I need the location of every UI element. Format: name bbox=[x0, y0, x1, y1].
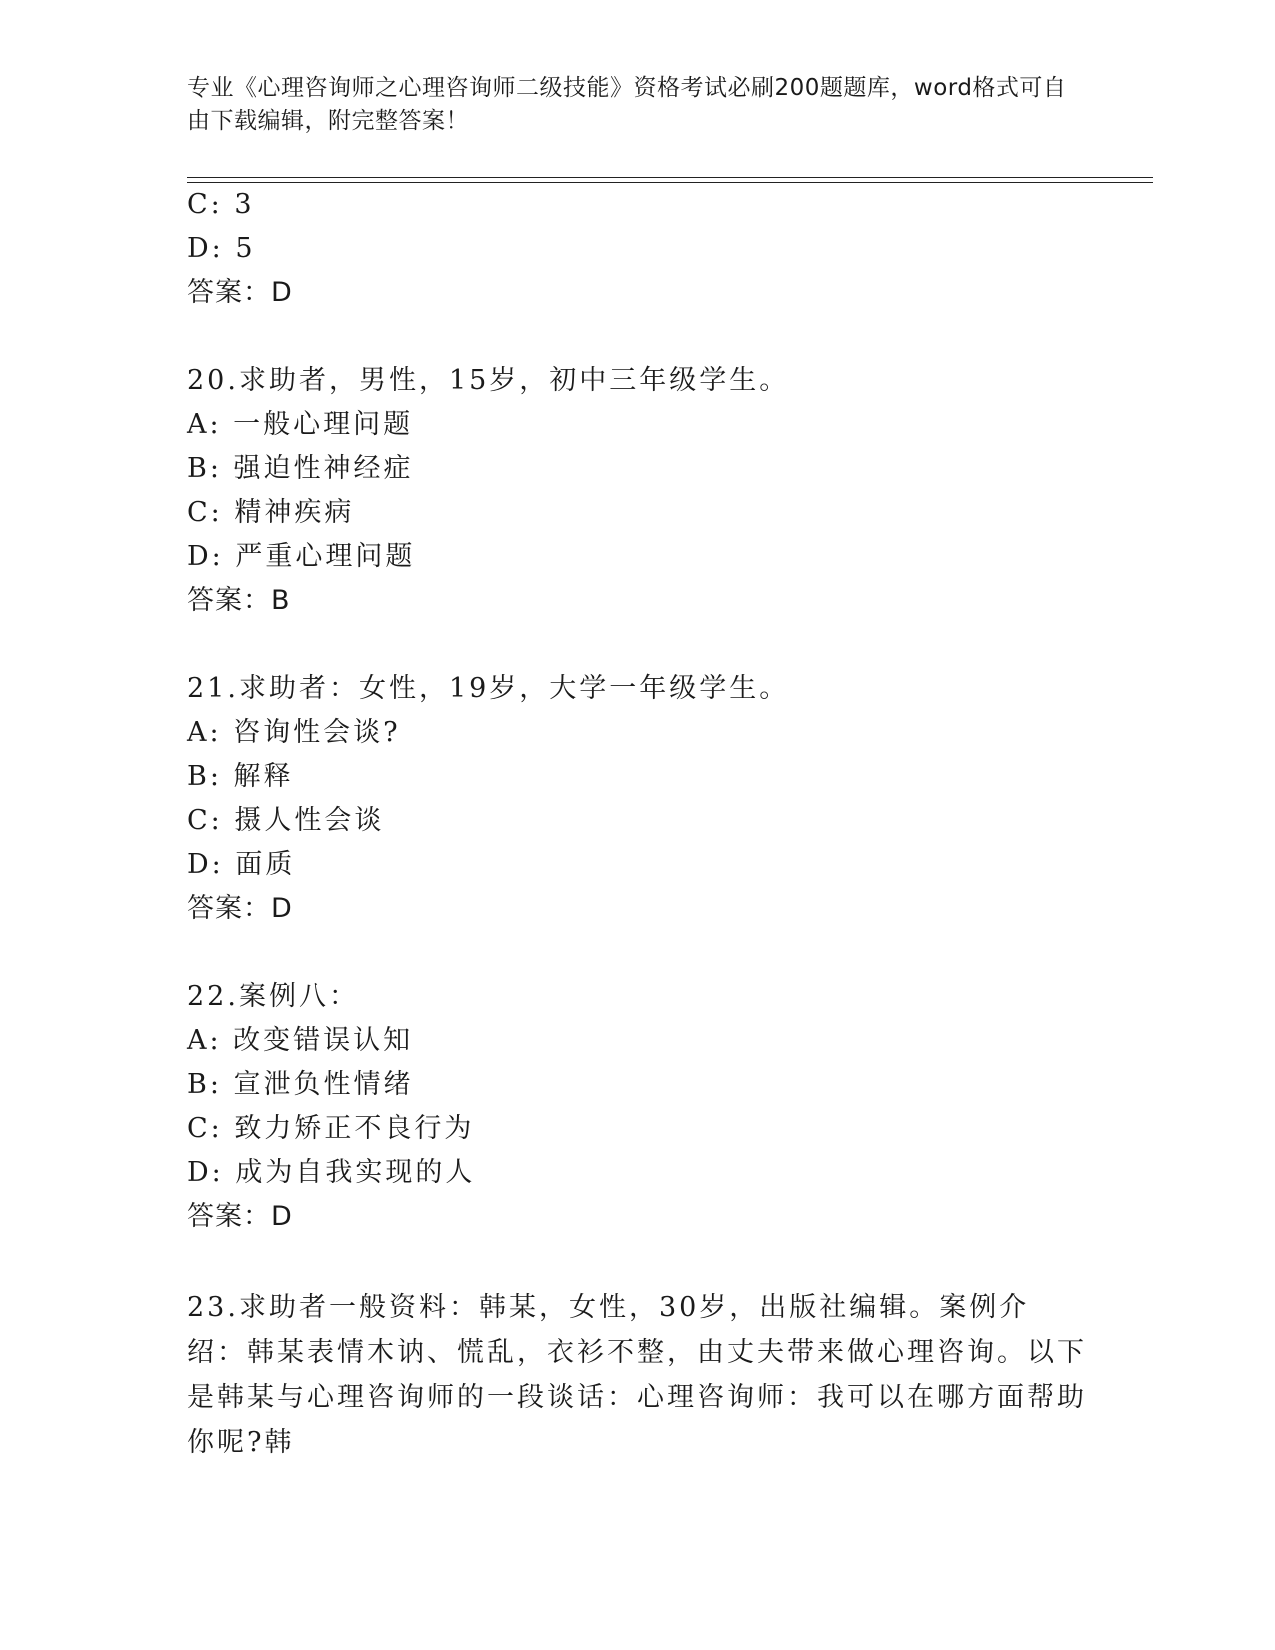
q21-option-a: A: 咨询性会谈? bbox=[187, 717, 401, 748]
q21-option-b: B: 解释 bbox=[187, 761, 294, 792]
q19-option-c: C: 3 bbox=[187, 189, 255, 220]
q22-stem: 22.案例八： bbox=[187, 981, 359, 1012]
q22-option-c: C: 致力矫正不良行为 bbox=[187, 1113, 475, 1144]
q22-option-a: A: 改变错误认知 bbox=[187, 1025, 414, 1056]
q19-option-d: D: 5 bbox=[187, 233, 256, 264]
q21-option-c: C: 摄人性会谈 bbox=[187, 805, 385, 836]
header-divider-top bbox=[187, 177, 1153, 178]
q20-option-b: B: 强迫性神经症 bbox=[187, 453, 414, 484]
q19-answer: 答案：D bbox=[187, 277, 293, 308]
q23-stem: 23.求助者一般资料：韩某，女性，30岁，出版社编辑。案例介绍：韩某表情木讷、慌乱，衣衫不整，由丈夫带来做心理咨询。以下是韩某与心理咨询师的一段谈话：心理咨询师：我可以在哪方面帮助你呢?韩 bbox=[187, 1292, 1087, 1458]
q20-answer: 答案：B bbox=[187, 585, 291, 616]
q22-answer: 答案：D bbox=[187, 1201, 293, 1232]
document-header: 专业《心理咨询师之心理咨询师二级技能》资格考试必刷200题题库，word格式可自由下载编辑，附完整答案！ bbox=[187, 75, 1067, 134]
q20-option-d: D: 严重心理问题 bbox=[187, 541, 416, 572]
q20-stem: 20.求助者，男性，15岁，初中三年级学生。 bbox=[187, 365, 790, 396]
q21-answer: 答案：D bbox=[187, 893, 293, 924]
header-divider-bottom bbox=[187, 182, 1153, 183]
q20-option-a: A: 一般心理问题 bbox=[187, 409, 414, 440]
q20-option-c: C: 精神疾病 bbox=[187, 497, 355, 528]
q21-option-d: D: 面质 bbox=[187, 849, 296, 880]
q21-stem: 21.求助者：女性，19岁，大学一年级学生。 bbox=[187, 673, 790, 704]
q22-option-b: B: 宣泄负性情绪 bbox=[187, 1069, 414, 1100]
q22-option-d: D: 成为自我实现的人 bbox=[187, 1157, 476, 1188]
